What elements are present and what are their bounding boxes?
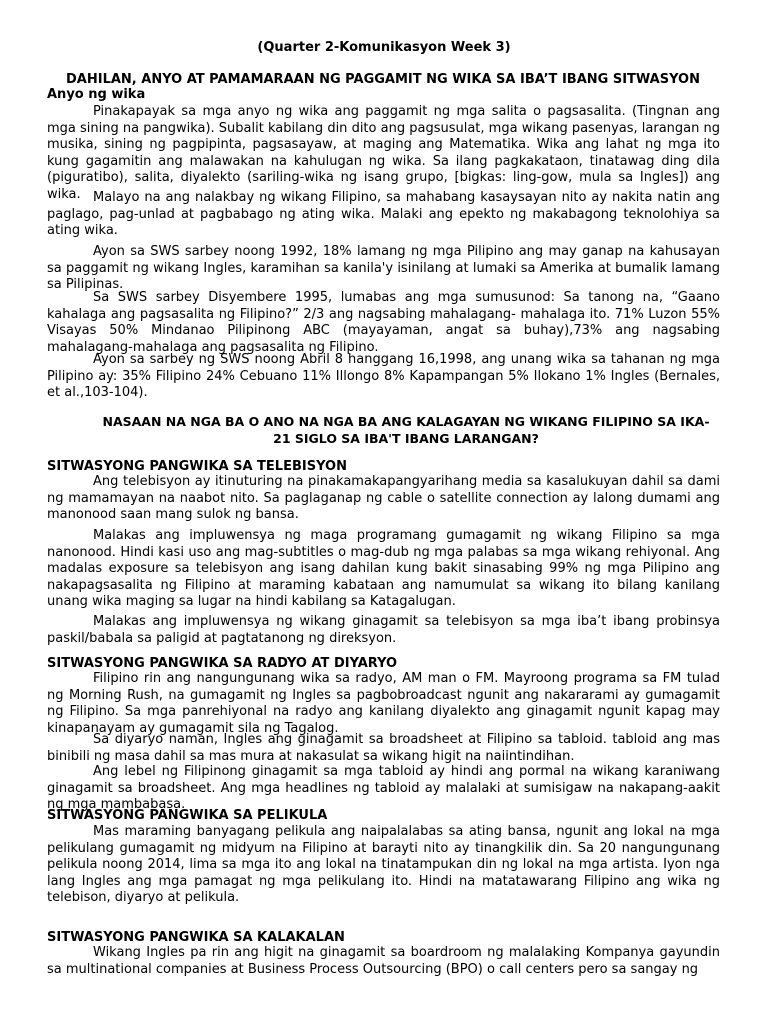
pelikula-paragraph-1: Mas maraming banyagang pelikula ang naipalalabas sa ating bansa, ngunit ang lokal na mga pelikulang gumagamit ng midyum na Filipino at barayti nito ay tinangkilik din. Sa 20 nangungunang pelikula noong 2014, lima sa mga ito ang lokal na tinatampukan din ng lokal na mga artista. Iyon nga lang Ingles ang mga pamagat ng mga pelikulang ito. Hindi na matatawarang Filipino ang wika ng telebison, diyaryo at pelikula.: [47, 824, 720, 906]
center-heading: NASAAN NA NGA BA O ANO NA NGA BA ANG KALAGAYAN NG WIKANG FILIPINO SA IKA-21 SIGLO SA IBA'T IBANG LARANGAN?: [102, 414, 710, 446]
radyo-paragraph-3: Ang lebel ng Filipinong ginagamit sa mga tabloid ay hindi ang pormal na wikang karaniwang ginagamit sa broadsheet. Ang mga headlines ng tabloid ay malalaki at sumisigaw na nakapang-aakit ng mga mambabasa.: [47, 764, 720, 813]
sub-heading: Anyo ng wika: [47, 87, 146, 102]
kalakalan-paragraph-1: Wikang Ingles pa rin ang higit na ginagamit sa boardroom ng malalaking Kompanya gayundin sa multinational companies at Business Process Outsourcing (BPO) o call centers pero sa sangay ng: [47, 945, 720, 977]
intro-paragraph-4: Sa SWS sarbey Disyembere 1995, lumabas ang mga sumusunod: Sa tanong na, “Gaano kahalaga ang pagsasalita ng Filipino?” 2/3 ang nagsabing mahalagang- mahalaga ito. 71% Luzon 55% Visayas 50% Mindanao Pilipinong ABC (mayayaman, angat sa buhay),73% ang nagsabing mahalagang-mahalaga ang pagsasalita ng Filipino.: [47, 290, 720, 355]
intro-paragraph-1: Pinakapayak sa mga anyo ng wika ang paggamit ng mga salita o pagsasalita. (Tingnan ang mga sining na pangwika). Subalit kabilang din dito ang pagsusulat, mga wikang pasenyas, larangan ng musika, sining ng pagpipinta, pagsasayaw, at maging ang Matematika. Wika ang lahat ng mga ito kung gagamitin ang malawakan na kahulugan ng wika. Sa ilang pagkakataon, tinatawag ding dila (piguratibo), salita, diyalekto (sariling-wika ng isang grupo, [bigkas: ling-gow, mula sa Ingles]) ang wika.: [47, 104, 720, 202]
main-heading: DAHILAN, ANYO AT PAMAMARAAN NG PAGGAMIT NG WIKA SA IBA’T IBANG SITWASYON: [66, 72, 700, 87]
section-heading-kalakalan: SITWASYONG PANGWIKA SA KALAKALAN: [47, 930, 345, 945]
telebisyon-paragraph-3: Malakas ang impluwensya ng wikang ginagamit sa telebisyon sa mga iba’t ibang probinsya paskil/babala sa paligid at pagtatanong ng direksyon.: [47, 614, 720, 646]
section-heading-pelikula: SITWASYONG PANGWIKA SA PELIKULA: [47, 808, 328, 823]
intro-paragraph-3: Ayon sa SWS sarbey noong 1992, 18% lamang ng mga Pilipino ang may ganap na kahusayan sa paggamit ng wikang Ingles, karamihan sa kanila'y isinilang at lumaki sa Amerika at bumalik lamang sa Pilipinas.: [47, 244, 720, 293]
telebisyon-paragraph-2: Malakas ang impluwensya ng maga programang gumagamit ng wikang Filipino sa mga nanonood. Hindi kasi uso ang mag-subtitles o mag-dub ng mga palabas sa mga wikang rehiyonal. Ang madalas exposure sa telebisyon ang isang dahilan kung bakit sinasabing 99% ng mga Pilipino ang nakapagsasalita ng Filipino at maraming kabataan ang namumulat sa wikang ito bilang kanilang unang wika maging sa lugar na hindi kabilang sa Katagalugan.: [47, 528, 720, 610]
intro-paragraph-2: Malayo na ang nalakbay ng wikang Filipino, sa mahabang kasaysayan nito ay nakita natin ang paglago, pag-unlad at pagbabago ng ating wika. Malaki ang epekto ng makabagong teknolohiya sa ating wika.: [47, 190, 720, 239]
radyo-paragraph-1: Filipino rin ang nangungunang wika sa radyo, AM man o FM. Mayroong programa sa FM tulad ng Morning Rush, na gumagamit ng Ingles sa pagbobroadcast ngunit ang nakararami ay gumagamit ng Filipino. Sa mga panrehiyonal na radyo ang kanilang diyalekto ang ginagamit ngunit kapag may kinapanayam ay gumagamit sila ng Tagalog.: [47, 671, 720, 736]
telebisyon-paragraph-1: Ang telebisyon ay itinuturing na pinakamakapangyarihang media sa kasalukuyan dahil sa dami ng mamamayan na naabot nito. Sa paglaganap ng cable o satellite connection ay lalong dumami ang manonood saan mang sulok ng bansa.: [47, 474, 720, 523]
document-title: (Quarter 2-Komunikasyon Week 3): [257, 40, 511, 55]
section-heading-radyo: SITWASYONG PANGWIKA SA RADYO AT DIYARYO: [47, 656, 398, 671]
intro-paragraph-5: Ayon sa sarbey ng SWS noong Abril 8 hanggang 16,1998, ang unang wika sa tahanan ng mga Pilipino ay: 35% Filipino 24% Cebuano 11% Illongo 8% Kapampangan 5% Ilokano 1% Ingles (Bernales, et al.,103-104).: [47, 352, 720, 401]
radyo-paragraph-2: Sa diyaryo naman, Ingles ang ginagamit sa broadsheet at Filipino sa tabloid. tabloid ang mas binibili ng masa dahil sa mas mura at nakasulat sa wikang higit na naiintindihan.: [47, 732, 720, 764]
section-heading-telebisyon: SITWASYONG PANGWIKA SA TELEBISYON: [47, 459, 347, 474]
